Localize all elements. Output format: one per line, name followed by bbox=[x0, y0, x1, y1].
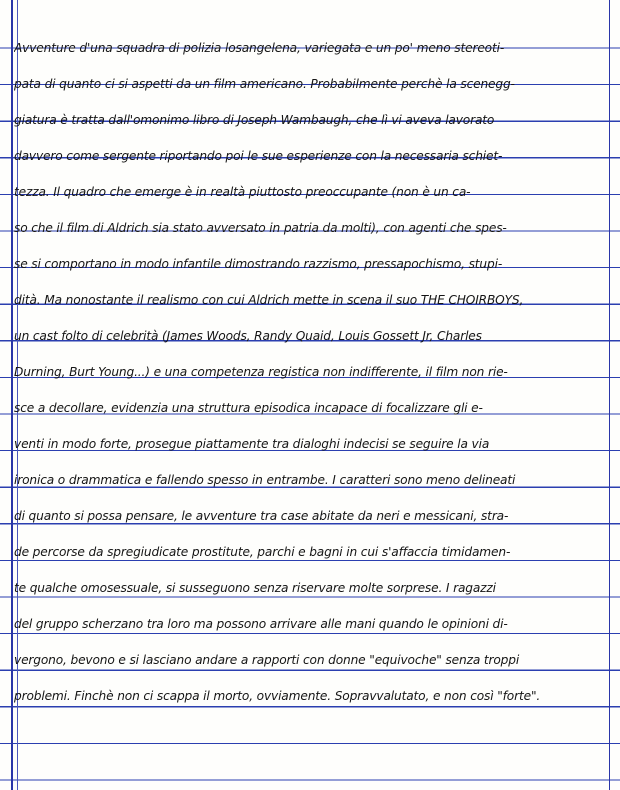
text-line: se si comportano in modo infantile dimostrando razzismo, pressapochismo, stupi- bbox=[14, 257, 503, 271]
text-line: venti in modo forte, prosegue piattamente tra dialoghi indecisi se seguire la via bbox=[14, 437, 490, 451]
text-line: un cast folto di celebrità (James Woods, Randy Quaid, Louis Gossett Jr, Charles bbox=[14, 329, 482, 343]
text-line: sce a decollare, evidenzia una struttura episodica incapace di focalizzare gli e- bbox=[14, 401, 483, 415]
text-line: pata di quanto ci si aspetti da un film americano. Probabilmente perchè la scenegg- bbox=[14, 77, 515, 91]
handwritten-text bbox=[14, 30, 612, 714]
text-line: problemi. Finchè non ci scappa il morto, ovviamente. Sopravvalutato, e non così "forte". bbox=[14, 689, 541, 703]
text-line: giatura è tratta dall'omonimo libro di Joseph Wambaugh, che lì vi aveva lavorato bbox=[14, 113, 495, 127]
text-line: davvero come sergente riportando poi le sue esperienze con la necessaria schiet- bbox=[14, 149, 503, 163]
text-line: so che il film di Aldrich sia stato avversato in patria da molti), con agenti che spes- bbox=[14, 221, 507, 235]
text-line: Avventure d'una squadra di polizia losangelena, variegata e un po' meno stereoti- bbox=[14, 41, 505, 55]
text-line: ironica o drammatica e fallendo spesso in entrambe. I caratteri sono meno delineati bbox=[14, 473, 516, 487]
text-line: dità. Ma nonostante il realismo con cui Aldrich mette in scena il suo THE CHOIRBOYS, bbox=[14, 293, 524, 307]
text-line: vergono, bevono e si lasciano andare a rapporti con donne "equivoche" senza troppi bbox=[14, 653, 520, 667]
text-line: del gruppo scherzano tra loro ma possono arrivare alle mani quando le opinioni di- bbox=[14, 617, 508, 631]
text-line: de percorse da spregiudicate prostitute, parchi e bagni in cui s'affaccia timidamen- bbox=[14, 545, 511, 559]
left-margin-line bbox=[11, 0, 13, 790]
text-line: di quanto si possa pensare, le avventure tra case abitate da neri e messicani, stra- bbox=[14, 509, 509, 523]
text-line: Durning, Burt Young...) e una competenza registica non indifferente, il film non rie- bbox=[14, 365, 508, 379]
text-line: te qualche omosessuale, si susseguono senza riservare molte sorprese. I ragazzi bbox=[14, 581, 496, 595]
text-line: tezza. Il quadro che emerge è in realtà piuttosto preoccupante (non è un ca- bbox=[14, 185, 471, 199]
